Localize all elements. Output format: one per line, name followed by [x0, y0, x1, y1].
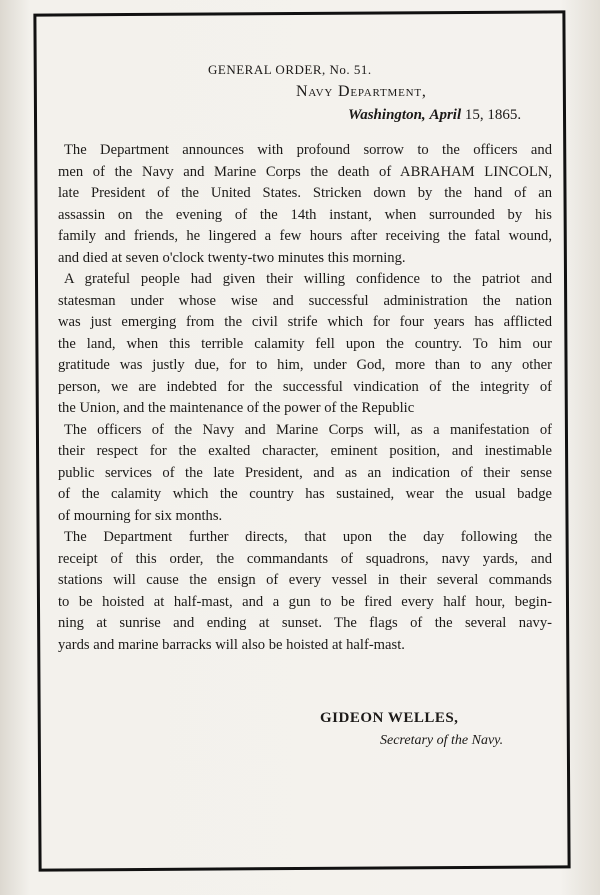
text-line: public services of the late President, and as an indication of their sense [58, 464, 552, 481]
paragraph [58, 140, 552, 269]
order-body [58, 140, 552, 656]
order-title: GENERAL ORDER, No. 51. [208, 62, 372, 77]
text-line: late President of the United States. Stricken down by the hand of an [58, 185, 552, 201]
paragraph [58, 527, 552, 656]
text-line: statesman under whose wise and successful administration the nation [58, 292, 552, 309]
text-line: gratitude was justly due, for to him, under God, more than to any other [58, 357, 552, 373]
text-line: and died at seven o'clock twenty-two minutes this morning. [58, 249, 406, 266]
date-month: April [429, 107, 462, 123]
text-line: ning at sunrise and ending at sunset. The flags of the several navy- [58, 615, 552, 631]
text-line: The Department further directs, that upon the day following the [64, 529, 552, 545]
date-rest: 15, 1865. [464, 107, 522, 123]
paragraph [58, 269, 552, 420]
text-line: receipt of this order, the commandants of squadrons, navy yards, and [58, 550, 552, 567]
text-line: stations will cause the ensign of every vessel in their several commands [58, 572, 552, 588]
text-line: person, we are indebted for the successful vindication of the integrity of [58, 378, 552, 395]
text-line: of the calamity which the country has sustained, wear the usual badge [58, 486, 552, 502]
text-line: The officers of the Navy and Marine Corps will, as a manifestation of [64, 421, 552, 438]
text-line: of mourning for six months. [58, 507, 223, 524]
text-line: the land, when this terrible calamity fell upon the country. To him our [58, 335, 552, 352]
department-name: Navy Department, [296, 83, 427, 100]
text-line: assassin on the evening of the 14th instant, when surrounded by his [58, 206, 552, 223]
place-date [348, 107, 521, 124]
paragraph [58, 420, 552, 528]
text-line: yards and marine barracks will also be hoisted at half-mast. [58, 636, 405, 653]
text-line: The Department announces with profound sorrow to the officers and [64, 142, 552, 158]
text-line: was just emerging from the civil strife which for four years has afflicted [58, 314, 552, 330]
signature-title: Secretary of the Navy. [380, 733, 504, 748]
place: Washington, [348, 107, 426, 123]
text-line: their respect for the exalted character, eminent position, and inestimable [58, 443, 552, 459]
text-line: the Union, and the maintenance of the power of the Republic [58, 400, 415, 416]
text-line: A grateful people had given their willing confidence to the patriot and [64, 271, 552, 287]
text-line: men of the Navy and Marine Corps the death of ABRAHAM LINCOLN, [58, 163, 552, 180]
signature-name: GIDEON WELLES, [320, 710, 459, 726]
text-line: family and friends, he lingered a few hours after receiving the fatal wound, [58, 228, 552, 244]
text-line: to be hoisted at half-mast, and a gun to be fired every half hour, begin- [58, 593, 552, 610]
